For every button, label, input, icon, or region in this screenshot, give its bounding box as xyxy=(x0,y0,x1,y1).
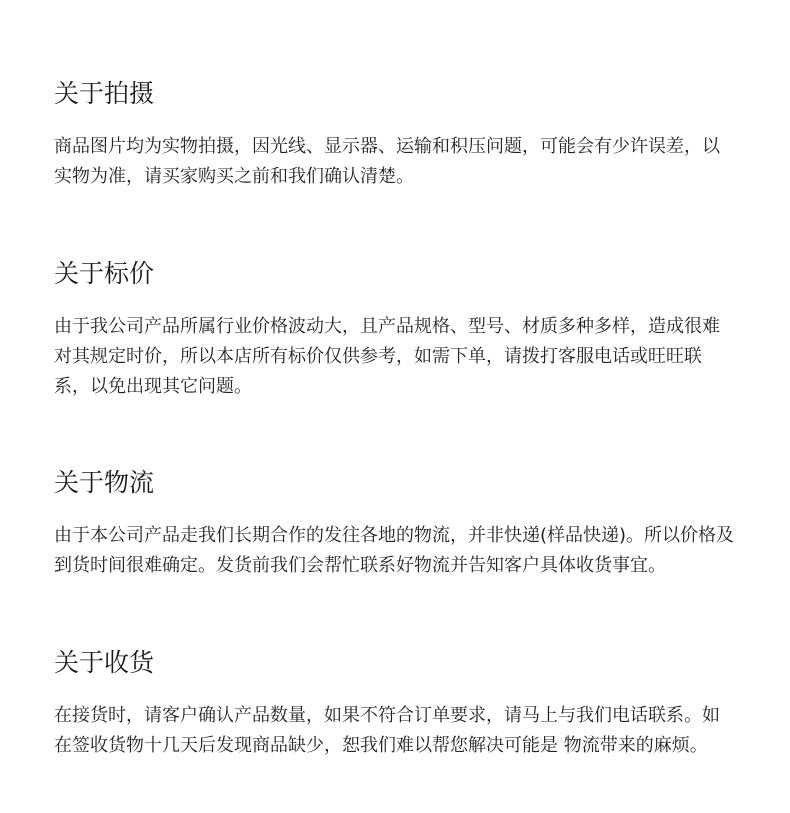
section-body: 由于我公司产品所属行业价格波动大，且产品规格、型号、材质多种多样，造成很难对其规定时价，所以本店所有标价仅供参考，如需下单，请拨打客服电话或旺旺联系，以免出现其它问题。 xyxy=(54,316,720,397)
section-body: 在接货时，请客户确认产品数量，如果不符合订单要求，请马上与我们电话联系。如在签收货物十几天后发现商品缺少，恕我们难以帮您解决可能是 物流带来的麻烦。 xyxy=(54,705,720,756)
section-pricing xyxy=(54,258,744,402)
section-photography xyxy=(54,78,744,192)
section-body: 商品图片均为实物拍摄，因光线、显示器、运输和积压问题，可能会有少许误差，以实物为准，请买家购买之前和我们确认清楚。 xyxy=(54,136,720,187)
section-body: 由于本公司产品走我们长期合作的发往各地的物流，并非快递(样品快递)。所以价格及到货时间很难确定。发货前我们会帮忙联系好物流并告知客户具体收货事宜。 xyxy=(54,525,735,576)
section-logistics xyxy=(54,467,744,581)
section-receiving xyxy=(54,647,744,761)
section-heading: 关于标价 xyxy=(54,259,155,288)
section-heading: 关于拍摄 xyxy=(54,79,155,108)
section-heading: 关于收货 xyxy=(54,648,155,677)
section-heading: 关于物流 xyxy=(54,468,155,497)
